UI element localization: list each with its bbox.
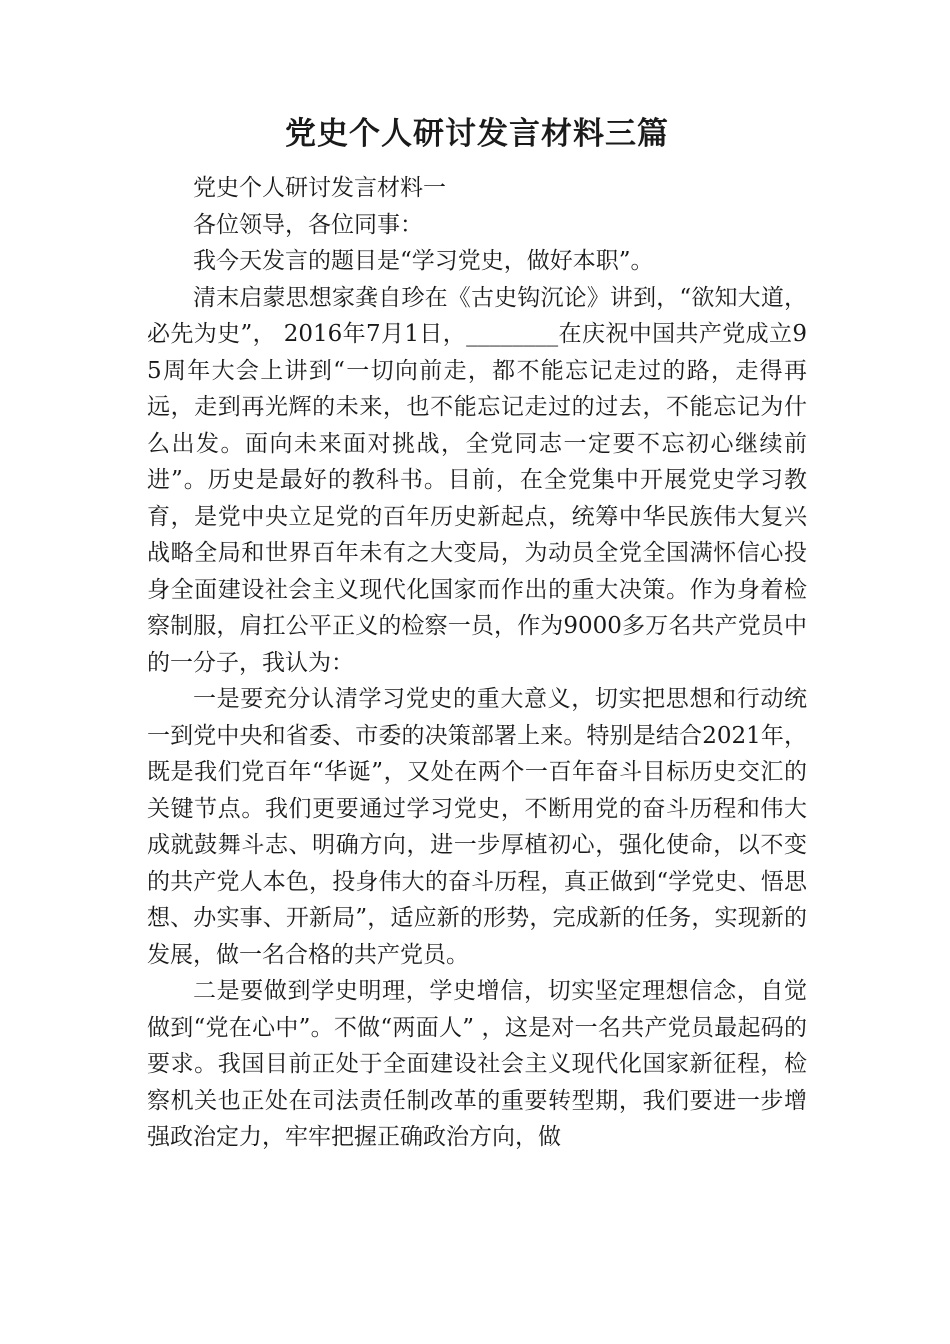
document-title: 党史个人研讨发言材料三篇 bbox=[285, 116, 669, 152]
body-paragraph: 二是要做到学史明理，学史增信，切实坚定理想信念，自觉做到“党在心中”。不做“两面人” ，这是对一名共产党员最起码的要求。我国目前正处于全面建设社会主义现代化国家新征程，检察机关也正处在司法责任制改革的重要转型期，我们要进一步增强政治定力，牢牢把握正确政治方向，做 bbox=[147, 978, 807, 1150]
salutation: 各位领导，各位同事： bbox=[193, 211, 423, 238]
body-paragraph: 一是要充分认清学习党史的重大意义，切实把思想和行动统一到党中央和省委、市委的决策部署上来。特别是结合2021年，既是我们党百年“华诞”，又处在两个一百年奋斗目标历史交汇的关键节点。我们更要通过学习党史，不断用党的奋斗历程和伟大成就鼓舞斗志、明确方向，进一步厚植初心，强化使命，以不变的共产党人本色，投身伟大的奋斗历程，真正做到“学党史、悟思想、办实事、开新局”，适应新的形势，完成新的任务，实现新的发展，做一名合格的共产党员。 bbox=[147, 686, 807, 968]
document-page bbox=[147, 112, 807, 1156]
section-heading: 党史个人研讨发言材料一 bbox=[193, 175, 446, 201]
speech-topic: 我今天发言的题目是“学习党史，做好本职”。 bbox=[193, 248, 654, 274]
body-paragraph: 清末启蒙思想家龚自珍在《古史钩沉论》讲到，“欲知大道，必先为史”， 2016年7月1日，________在庆祝中国共产党成立95周年大会上讲到“一切向前走，都不能忘记走过的路，走得再远，走到再光辉的未来，也不能忘记走过的过去，不能忘记为什么出发。面向未来面对挑战，全党同志一定要不忘初心继续前进”。历史是最好的教科书。目前，在全党集中开展党史学习教育，是党中央立足党的百年历史新起点，统筹中华民族伟大复兴战略全局和世界百年未有之大变局，为动员全党全国满怀信心投身全面建设社会主义现代化国家而作出的重大决策。作为身着检察制服，肩扛公平正义的检察一员，作为9000多万名共产党员中的一分子，我认为： bbox=[147, 284, 807, 676]
